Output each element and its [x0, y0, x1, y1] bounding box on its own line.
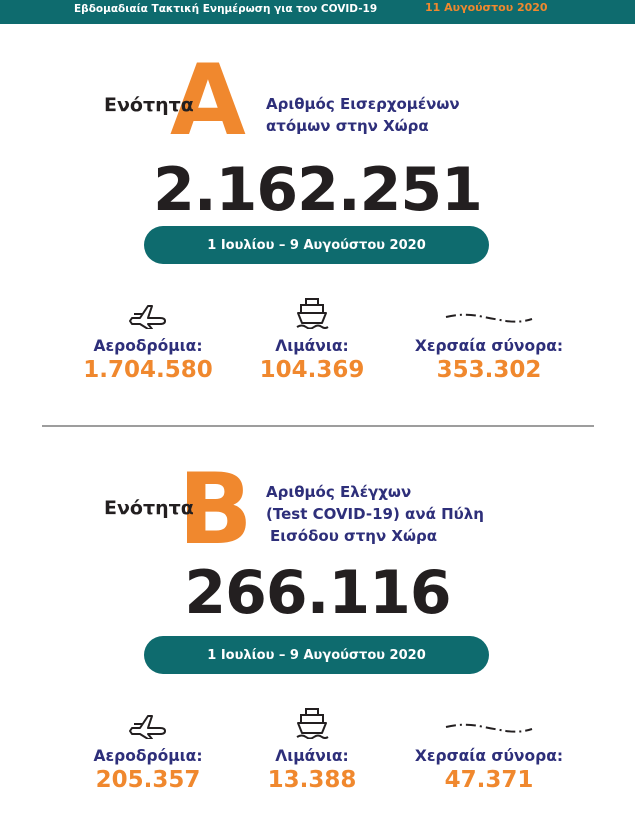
- description-line: Αριθμός Ελέγχων: [266, 483, 412, 501]
- land-borders-stat: [389, 295, 589, 383]
- ports-value: 104.369: [259, 357, 365, 383]
- description-line: ατόμων στην Χώρα: [266, 117, 429, 135]
- report-date: 11 Αυγούστου 2020: [425, 1, 548, 14]
- report-title: Εβδομαδιαία Τακτική Ενημέρωση για τον COVID-19: [74, 3, 378, 15]
- section-letter: B: [178, 453, 253, 567]
- section-description: [266, 93, 460, 137]
- ports-label: Λιμάνια:: [275, 747, 349, 765]
- section-divider: [42, 425, 594, 427]
- border-line-icon: [389, 295, 589, 329]
- border-line-icon: [389, 705, 589, 739]
- description-line: (Test COVID-19) ανά Πύλη: [266, 505, 484, 523]
- land-borders-value: 47.371: [444, 767, 534, 793]
- land-borders-value: 353.302: [436, 357, 542, 383]
- ship-icon: [212, 295, 412, 329]
- ports-label: Λιμάνια:: [275, 337, 349, 355]
- land-borders-label: Χερσαία σύνορα:: [414, 337, 564, 355]
- period-badge: 1 Ιουλίου – 9 Αυγούστου 2020: [144, 226, 489, 264]
- airports-value: 205.357: [95, 767, 201, 793]
- description-line: Εισόδου στην Χώρα: [270, 527, 438, 545]
- description-line: Αριθμός Εισερχομένων: [266, 95, 460, 113]
- airports-label: Αεροδρόμια:: [93, 337, 203, 355]
- airports-label: Αεροδρόμια:: [93, 747, 203, 765]
- section-letter: A: [170, 44, 246, 158]
- ports-stat: [212, 705, 412, 793]
- section-heading: Ενότητα: [104, 94, 194, 116]
- total-arrivals: 2.162.251: [153, 155, 482, 225]
- total-tests: 266.116: [184, 558, 451, 628]
- ports-value: 13.388: [267, 767, 357, 793]
- section-description: [266, 481, 484, 547]
- header-bar: [0, 0, 635, 24]
- ports-stat: [212, 295, 412, 383]
- period-badge: 1 Ιουλίου – 9 Αυγούστου 2020: [144, 636, 489, 674]
- land-borders-stat: [389, 705, 589, 793]
- ship-icon: [212, 705, 412, 739]
- section-heading: Ενότητα: [104, 497, 194, 519]
- airports-value: 1.704.580: [83, 357, 213, 383]
- land-borders-label: Χερσαία σύνορα:: [414, 747, 564, 765]
